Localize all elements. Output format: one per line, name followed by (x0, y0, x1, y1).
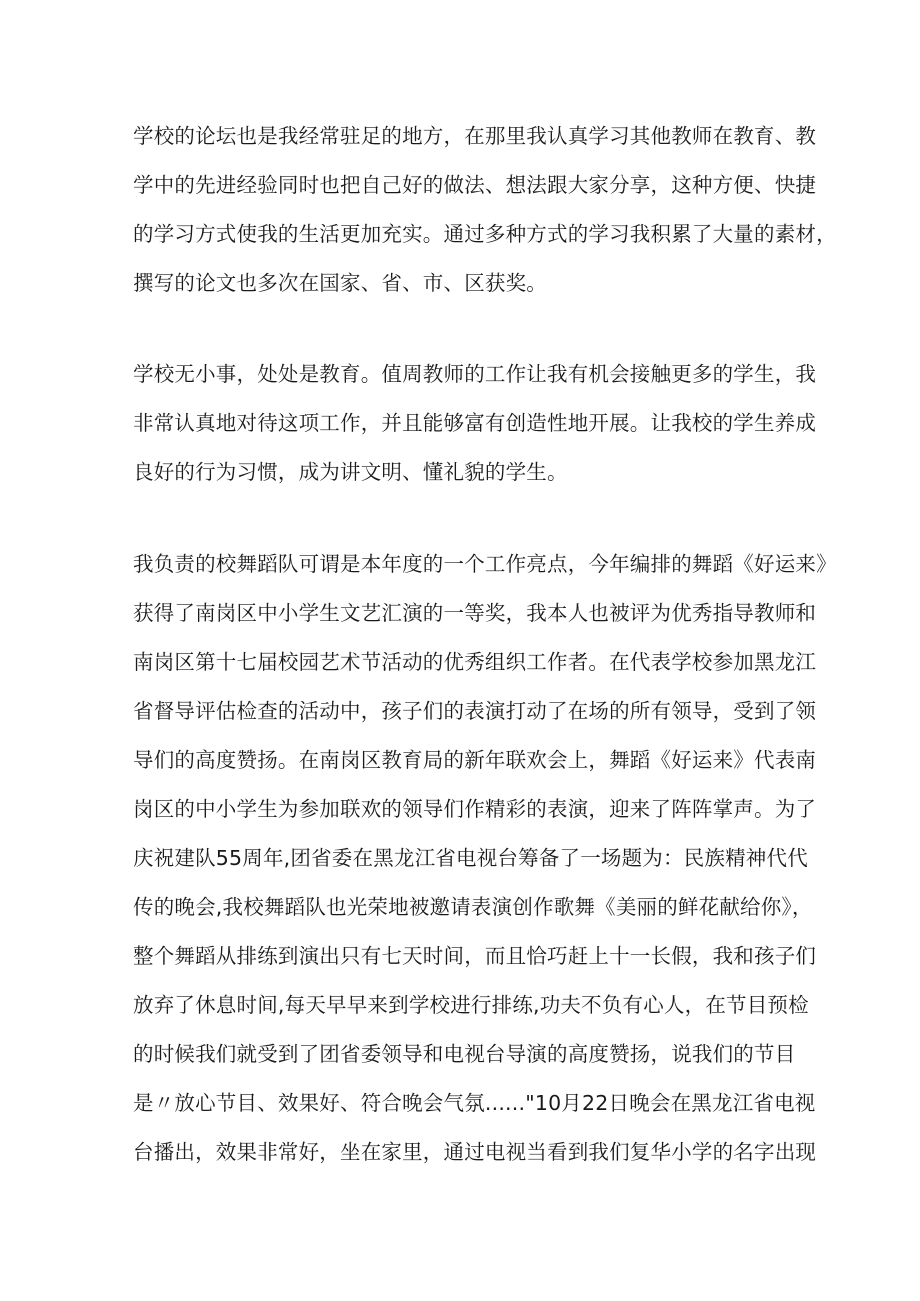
text-line: 非常认真地对待这项工作，并且能够富有创造性地开展。让我校的学生养成 (133, 411, 817, 435)
text-line: 我负责的校舞蹈队可谓是本年度的一个工作亮点，今年编排的舞蹈《好运来》 (133, 552, 837, 576)
paragraph-forum (133, 112, 837, 308)
text-line: 学校无小事，处处是教育。值周教师的工作让我有机会接触更多的学生，我 (133, 362, 817, 386)
paragraph-dance-team (133, 540, 837, 1177)
text-line: 南岗区第十七届校园艺术节活动的优秀组织工作者。在代表学校参加黑龙江 (133, 650, 817, 674)
text-line: 庆祝建队55周年,团省委在黑龙江省电视台筹备了一场题为：民族精神代代 (133, 846, 808, 870)
text-line: 台播出，效果非常好，坐在家里，通过电视当看到我们复华小学的名字出现 (133, 1140, 817, 1164)
text-line: 获得了南岗区中小学生文艺汇演的一等奖，我本人也被评为优秀指导教师和 (133, 601, 817, 625)
text-line: 的学习方式使我的生活更加充实。通过多种方式的学习我积累了大量的素材， (133, 222, 837, 246)
text-line: 岗区的中小学生为参加联欢的领导们作精彩的表演，迎来了阵阵掌声。为了 (133, 797, 817, 821)
text-line: 的时候我们就受到了团省委领导和电视台导演的高度赞扬，说我们的节目 (133, 1042, 796, 1066)
text-line: 良好的行为习惯，成为讲文明、懂礼貌的学生。 (133, 460, 568, 484)
text-line: 学校的论坛也是我经常驻足的地方，在那里我认真学习其他教师在教育、教 (133, 124, 817, 148)
text-line: 放弃了休息时间,每天早早来到学校进行排练,功夫不负有心人，在节目预检 (133, 993, 809, 1017)
paragraph-duty-teacher (133, 350, 817, 497)
text-line: 学中的先进经验同时也把自己好的做法、想法跟大家分享，这种方便、快捷 (133, 173, 817, 197)
text-line: 整个舞蹈从排练到演出只有七天时间，而且恰巧赶上十一长假，我和孩子们 (133, 944, 817, 968)
text-line: 省督导评估检查的活动中，孩子们的表演打动了在场的所有领导，受到了领 (133, 699, 817, 723)
text-line: 传的晚会,我校舞蹈队也光荣地被邀请表演创作歌舞《美丽的鲜花献给你》， (133, 895, 813, 919)
text-line: 是〃放心节目、效果好、符合晚会气氛......"10月22日晚会在黑龙江省电视 (133, 1091, 816, 1115)
text-line: 撰写的论文也多次在国家、省、市、区获奖。 (133, 271, 547, 295)
text-line: 导们的高度赞扬。在南岗区教育局的新年联欢会上，舞蹈《好运来》代表南 (133, 748, 817, 772)
